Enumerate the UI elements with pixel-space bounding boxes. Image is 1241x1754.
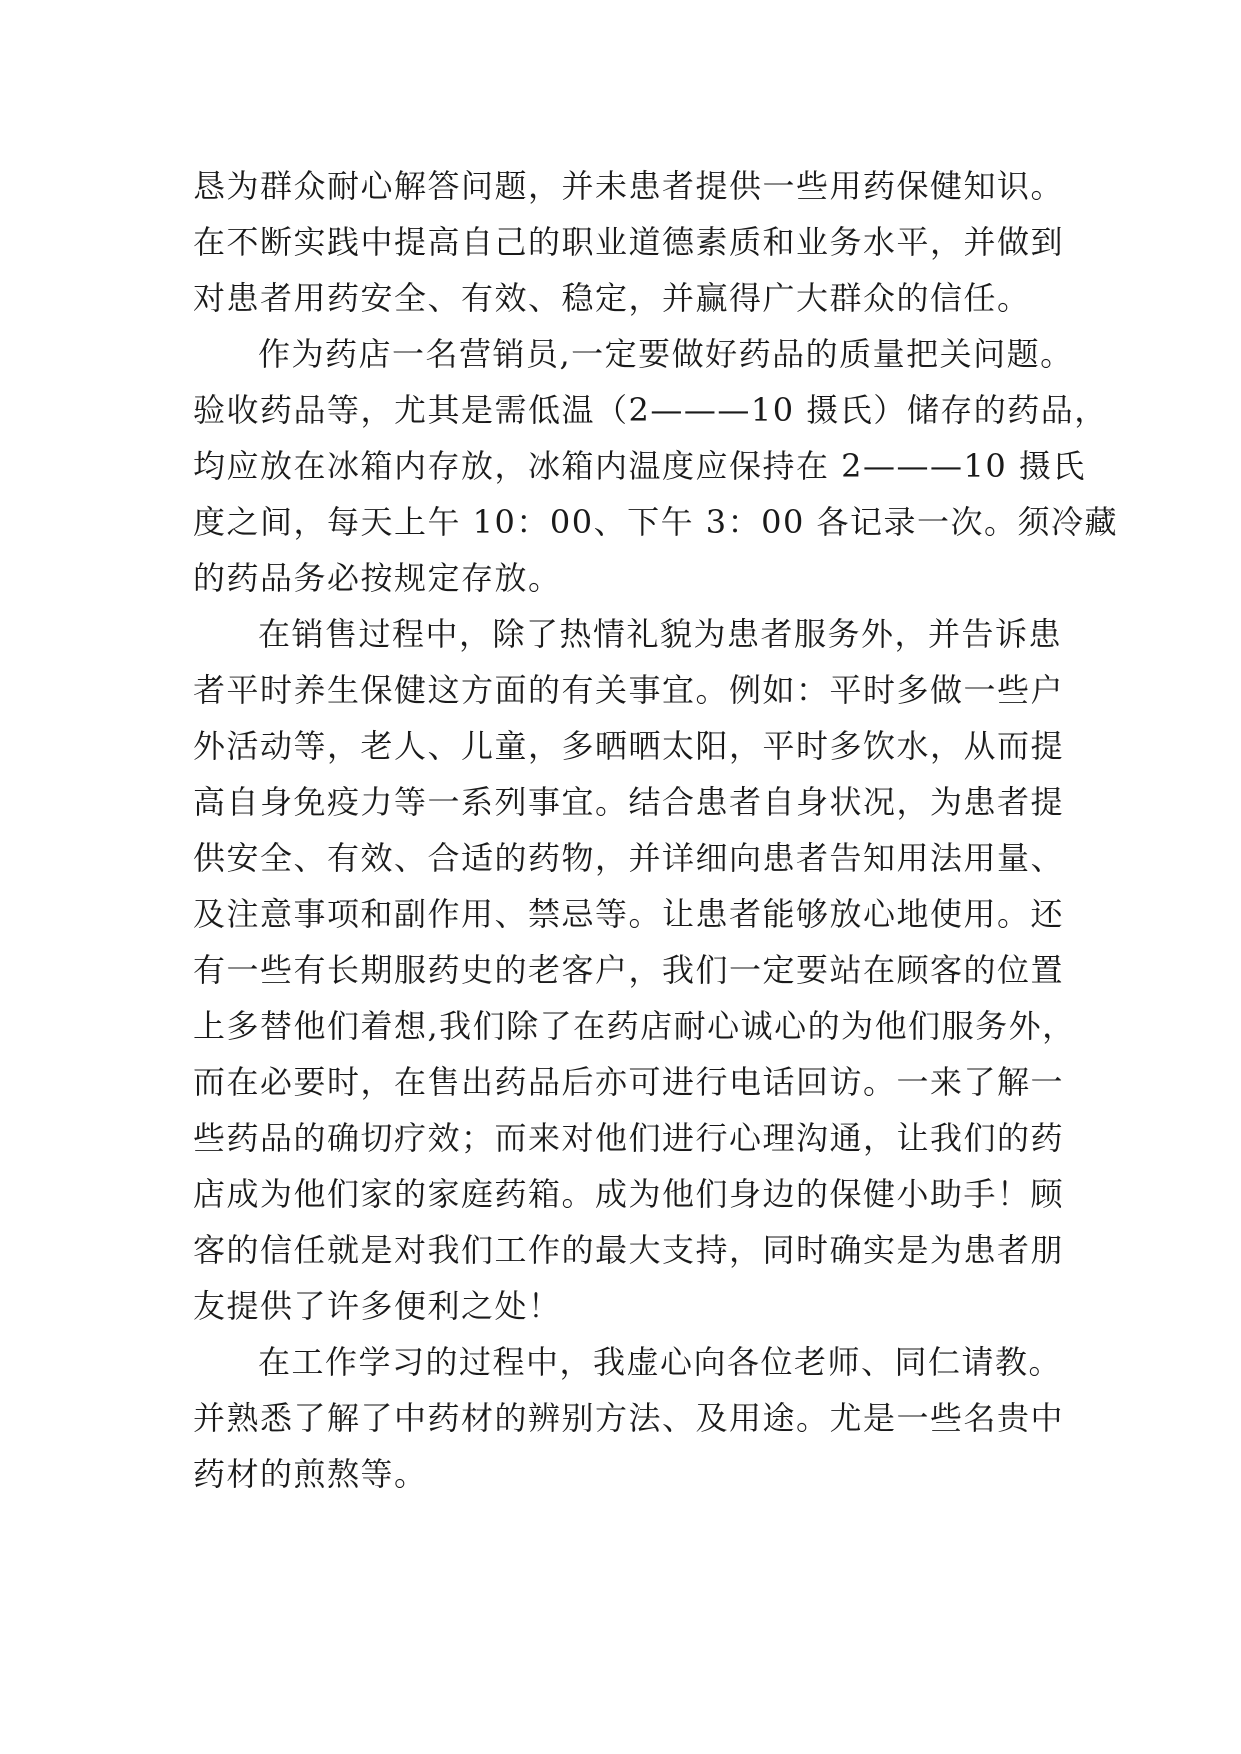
text-line: 有一些有长期服药史的老客户，我们一定要站在顾客的位置 bbox=[193, 951, 1065, 989]
paragraph-first-line: 在工作学习的过程中，我虚心向各位老师、同仁请教。 bbox=[258, 1343, 1063, 1381]
text-line: 客的信任就是对我们工作的最大支持，同时确实是为患者朋 bbox=[193, 1231, 1065, 1269]
text-line: 高自身免疫力等一系列事宜。结合患者自身状况，为患者提 bbox=[193, 783, 1065, 821]
text-line: 友提供了许多便利之处！ bbox=[193, 1287, 562, 1325]
text-line: 在不断实践中提高自己的职业道德素质和业务水平，并做到 bbox=[193, 223, 1065, 261]
text-line: 并熟悉了解了中药材的辨别方法、及用途。尤是一些名贵中 bbox=[193, 1399, 1065, 1437]
text-line: 验收药品等，尤其是需低温（2———10 摄氏）储存的药品， bbox=[193, 391, 1108, 429]
text-line: 店成为他们家的家庭药箱。成为他们身边的保健小助手！顾 bbox=[193, 1175, 1065, 1213]
text-line: 的药品务必按规定存放。 bbox=[193, 559, 562, 597]
text-line: 对患者用药安全、有效、稳定，并赢得广大群众的信任。 bbox=[193, 279, 1031, 317]
text-line: 恳为群众耐心解答问题，并未患者提供一些用药保健知识。 bbox=[193, 167, 1065, 205]
text-line: 些药品的确切疗效；而来对他们进行心理沟通，让我们的药 bbox=[193, 1119, 1065, 1157]
text-line: 及注意事项和副作用、禁忌等。让患者能够放心地使用。还 bbox=[193, 895, 1065, 933]
text-line: 上多替他们着想,我们除了在药店耐心诚心的为他们服务外， bbox=[193, 1007, 1076, 1045]
text-line: 均应放在冰箱内存放，冰箱内温度应保持在 2———10 摄氏 bbox=[193, 447, 1086, 485]
paragraph-first-line: 作为药店一名营销员,一定要做好药品的质量把关问题。 bbox=[258, 335, 1074, 373]
text-line: 药材的煎熬等。 bbox=[193, 1455, 428, 1493]
text-line: 而在必要时，在售出药品后亦可进行电话回访。一来了解一 bbox=[193, 1063, 1065, 1101]
text-line: 者平时养生保健这方面的有关事宜。例如：平时多做一些户 bbox=[193, 671, 1065, 709]
text-line: 外活动等，老人、儿童，多晒晒太阳，平时多饮水，从而提 bbox=[193, 727, 1065, 765]
text-line: 供安全、有效、合适的药物，并详细向患者告知用法用量、 bbox=[193, 839, 1065, 877]
paragraph-first-line: 在销售过程中，除了热情礼貌为患者服务外，并告诉患 bbox=[258, 615, 1063, 653]
text-line: 度之间，每天上午 10：00、下午 3：00 各记录一次。须冷藏 bbox=[193, 503, 1119, 541]
